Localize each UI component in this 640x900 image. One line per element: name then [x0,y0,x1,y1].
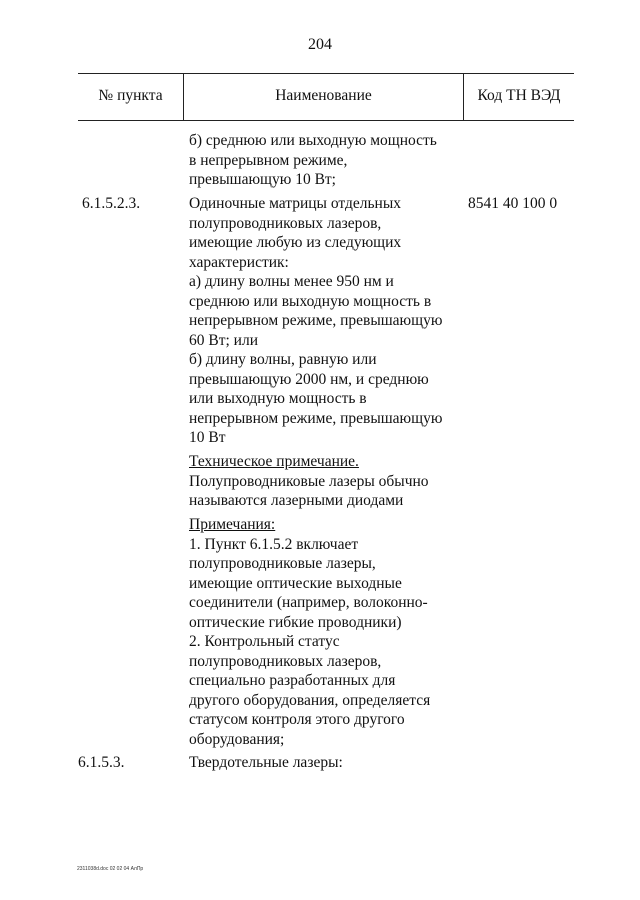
text-line: имеющие оптические выходные [189,574,402,592]
text-line: статусом контроля этого другого [189,711,405,728]
continuation-text [189,131,437,190]
text-line: б) длину волны, равную или [189,351,377,368]
text-line: или выходную мощность в [189,390,367,407]
text-line: имеющие любую из следующих [189,234,402,251]
notes-heading: Примечания: [189,516,276,533]
tech-note [189,452,429,511]
text-line: оптические гибкие проводники) [189,613,402,631]
text-line: полупроводниковых лазеров, [189,214,382,232]
text-line: 60 Вт; или [189,331,258,349]
header-col-name: Наименование [275,87,372,104]
tech-note-heading: Техническое примечание. [189,453,359,470]
text-line: специально разработанных для [189,672,396,689]
table-top-rule [78,73,574,74]
text-line: в непрерывном режиме, [189,151,348,169]
entry-title: Твердотельные лазеры: [189,754,343,771]
entry-number: 6.1.5.3. [78,754,125,771]
text-line: Полупроводниковые лазеры обычно [189,472,429,490]
text-line: полупроводниковые лазеры, [189,555,376,572]
entry-description [189,194,442,448]
text-line: оборудования; [189,730,285,748]
text-line: среднюю или выходную мощность в [189,292,432,310]
text-line: полупроводниковых лазеров, [189,652,382,670]
text-line: соединители (например, волоконно- [189,594,428,611]
text-line: непрерывном режиме, превышающую [189,409,443,427]
text-line: характеристик: [189,253,289,271]
header-col-num: № пункта [98,87,163,104]
header-col-code: Код ТН ВЭД [477,87,561,104]
text-line: непрерывном режиме, превышающую [189,312,443,329]
entry-number: 6.1.5.2.3. [82,195,141,212]
text-line: 10 Вт [189,429,226,446]
text-line: Одиночные матрицы отдельных [189,195,401,212]
entry-code: 8541 40 100 0 [468,195,558,212]
page-number: 204 [308,36,332,53]
text-line: превышающую 10 Вт; [189,171,336,188]
text-line: другого оборудования, определяется [189,691,431,709]
text-line: называются лазерными диодами [189,492,404,509]
text-line: 2. Контрольный статус [189,633,340,650]
notes [189,515,430,749]
text-line: б) среднюю или выходную мощность [189,132,437,149]
footer-file-reference: 2311038d.doc 02 02 04 АлПр [77,866,144,872]
text-line: превышающую 2000 нм, и среднюю [189,370,429,388]
text-line: 1. Пункт 6.1.5.2 включает [189,535,359,553]
text-line: а) длину волны менее 950 нм и [189,273,394,290]
table-bottom-rule [78,120,574,121]
